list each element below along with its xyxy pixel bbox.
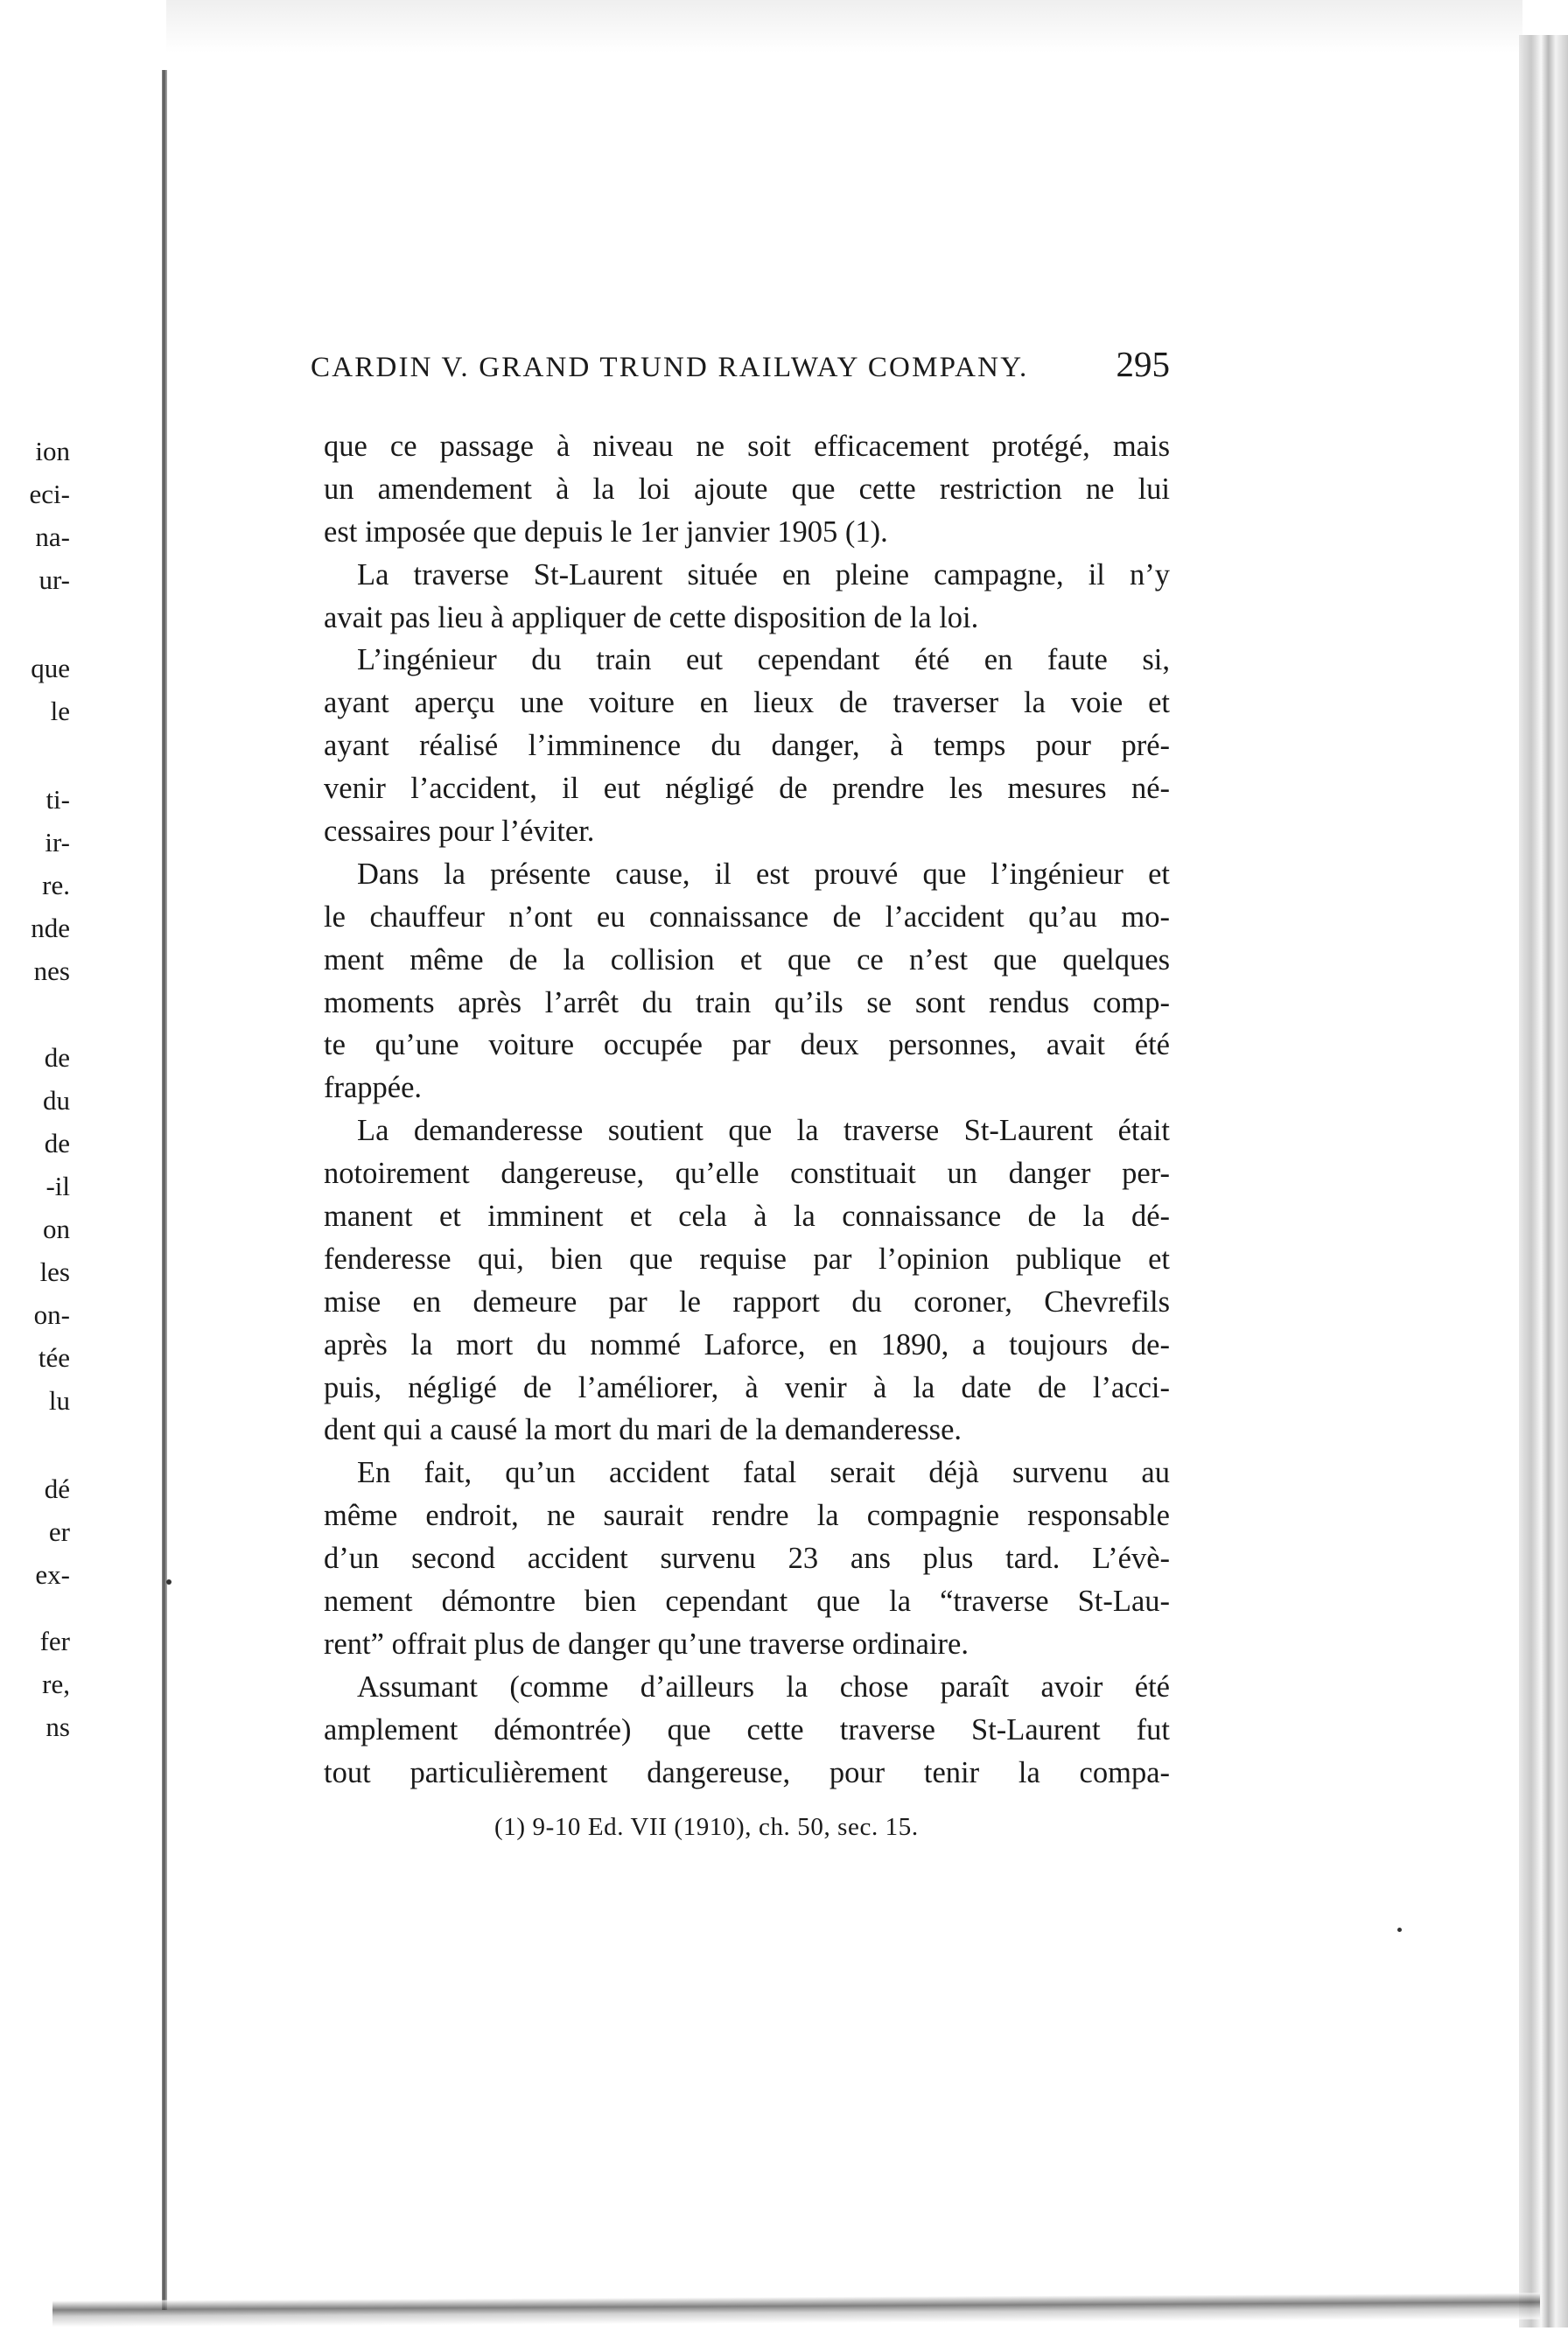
facing-page-word: dé: [44, 1474, 70, 1504]
facing-page-word: ur-: [38, 564, 70, 595]
text-line: mise en demeure par le rapport du coroner, Chevrefils: [324, 1284, 1170, 1319]
text-line: ayant réalisé l’imminence du danger, à temps pour pré-: [324, 729, 1170, 763]
text-line: ment même de la collision et que ce n’est que quelques: [324, 942, 1170, 976]
text-line: le chauffeur n’ont eu connaissance de l’accident qu’au mo-: [324, 900, 1170, 934]
facing-page-fragment: [0, 0, 166, 2352]
text-line: après la mort du nommé Laforce, en 1890, a toujours de-: [324, 1327, 1170, 1362]
facing-page-word: er: [48, 1516, 70, 1547]
facing-page-word: nde: [31, 913, 70, 943]
text-line: amplement démontrée) que cette traverse St-Laurent fut: [324, 1712, 1170, 1746]
paragraph-first-line: La demanderesse soutient que la traverse St-Laurent était: [357, 1114, 1170, 1148]
facing-page-word: lu: [48, 1385, 70, 1416]
text-line: venir l’accident, il eut négligé de prendre les mesures né-: [324, 772, 1170, 806]
facing-page-word: le: [50, 696, 70, 726]
text-line: moments après l’arrêt du train qu’ils se sont rendus comp-: [324, 985, 1170, 1019]
text-line: nement démontre bien cependant que la “traverse St-Lau-: [324, 1585, 1170, 1619]
footnote: (1) 9-10 Ed. VII (1910), ch. 50, sec. 15.: [494, 1813, 919, 1841]
text-line: manent et imminent et cela à la connaissance de la dé-: [324, 1200, 1170, 1234]
paragraph-first-line: Assumant (comme d’ailleurs la chose paraît avoir été: [357, 1670, 1170, 1704]
book-page: [166, 0, 1514, 2310]
paragraph-first-line: Dans la présente cause, il est prouvé que l’ingénieur et: [357, 857, 1170, 891]
facing-page-word: du: [43, 1085, 70, 1116]
page-header: [311, 343, 1170, 388]
page-stack-edge: [1519, 35, 1568, 2328]
facing-page-word: re,: [42, 1669, 70, 1699]
paragraph-first-line: L’ingénieur du train eut cependant été en faute si,: [357, 643, 1170, 677]
facing-page-word: nes: [33, 956, 70, 986]
facing-page-word: les: [39, 1256, 70, 1287]
text-line: cessaires pour l’éviter.: [324, 815, 595, 849]
facing-page-word: tée: [38, 1342, 70, 1373]
facing-page-word: fer: [39, 1626, 70, 1656]
facing-page-word: eci-: [29, 479, 70, 509]
page-number: 295: [1116, 344, 1170, 384]
body-text: [324, 425, 1170, 1795]
text-line: fenderesse qui, bien que requise par l’opinion publique et: [324, 1242, 1170, 1276]
paragraph-first-line: En fait, qu’un accident fatal serait déjà survenu au: [357, 1456, 1170, 1490]
text-line: tout particulièrement dangereuse, pour tenir la compa-: [324, 1755, 1170, 1789]
text-line: que ce passage à niveau ne soit efficacement protégé, mais: [324, 430, 1170, 463]
facing-page-word: -il: [46, 1171, 70, 1201]
text-line: même endroit, ne saurait rendre la compagnie responsable: [324, 1499, 1170, 1533]
facing-page-word: ex-: [35, 1559, 70, 1590]
facing-page-word: que: [31, 653, 70, 683]
text-line: d’un second accident survenu 23 ans plus tard. L’évè-: [324, 1542, 1170, 1576]
text-line: notoirement dangereuse, qu’elle constituait un danger per-: [324, 1157, 1170, 1191]
facing-page-word: ns: [46, 1712, 70, 1742]
facing-page-word: on: [43, 1214, 70, 1244]
running-head: CARDIN V. GRAND TRUND RAILWAY COMPANY.: [311, 352, 1029, 383]
text-line: est imposée que depuis le 1er janvier 1905 (1).: [324, 514, 888, 549]
print-speck: [166, 1579, 172, 1585]
text-line: puis, négligé de l’améliorer, à venir à la date de l’acci-: [324, 1370, 1170, 1404]
text-line: ayant aperçu une voiture en lieux de traverser la voie et: [324, 686, 1170, 720]
facing-page-word: de: [44, 1042, 70, 1073]
facing-page-word: ion: [35, 436, 70, 466]
facing-page-word: de: [44, 1128, 70, 1158]
facing-page-word: re.: [42, 870, 70, 900]
facing-page-word: on-: [33, 1299, 70, 1330]
facing-page-word: ir-: [45, 827, 70, 858]
text-line: dent qui a causé la mort du mari de la demanderesse.: [324, 1413, 962, 1447]
text-line: un amendement à la loi ajoute que cette restriction ne lui: [324, 472, 1170, 506]
text-line: frappée.: [324, 1071, 423, 1105]
facing-page-word: ti-: [46, 784, 70, 815]
paragraph-first-line: La traverse St-Laurent située en pleine campagne, il n’y: [357, 557, 1170, 592]
print-speck: [1397, 1928, 1402, 1932]
text-line: avait pas lieu à appliquer de cette disposition de la loi.: [324, 600, 979, 634]
facing-page-word: na-: [35, 522, 70, 552]
text-line: rent” offrait plus de danger qu’une traverse ordinaire.: [324, 1627, 969, 1661]
text-line: te qu’une voiture occupée par deux personnes, avait été: [324, 1028, 1170, 1062]
